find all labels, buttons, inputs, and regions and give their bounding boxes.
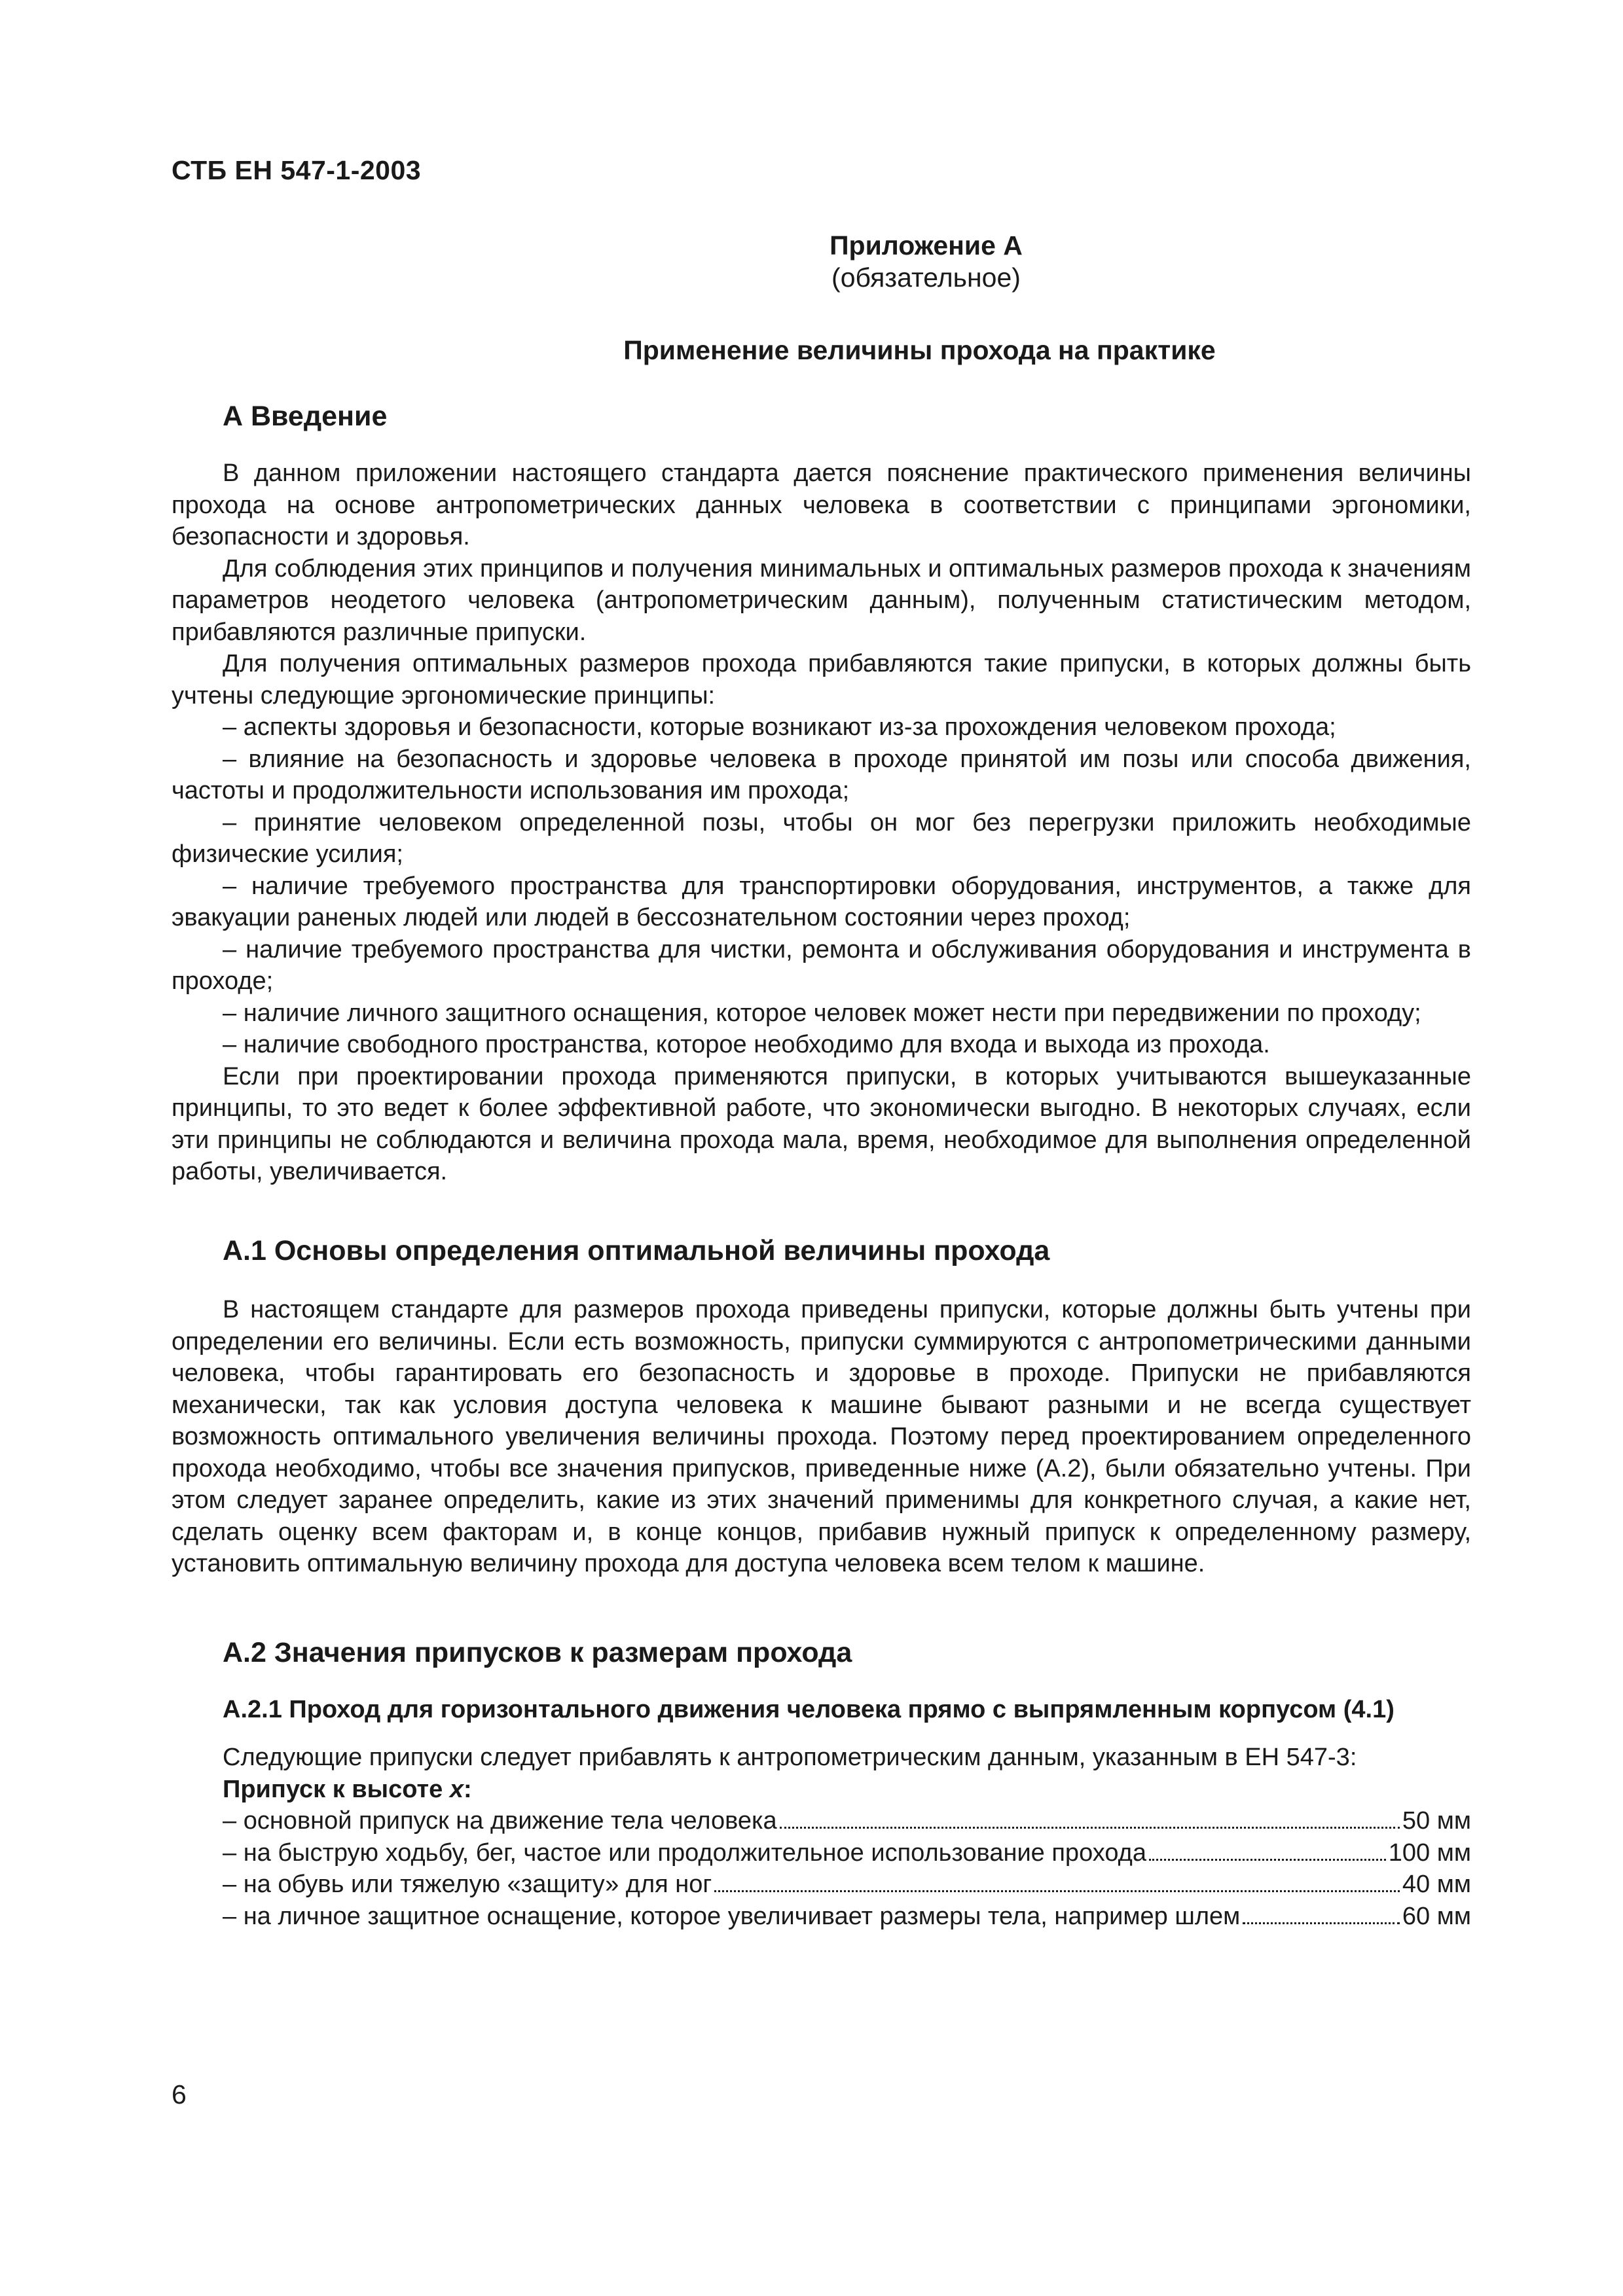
allowance-height-label	[223, 1774, 1471, 1806]
list-item: – наличие требуемого пространства для транспортировки оборудования, инструментов, а также для эвакуации раненых людей или людей в бессознательном состоянии через проход;	[172, 872, 1471, 931]
allowance-label: – на обувь или тяжелую «защиту» для ног	[223, 1871, 712, 1898]
section-a1-body	[172, 1294, 1471, 1580]
section-intro-heading: А Введение	[223, 401, 388, 432]
section-intro-body	[172, 457, 1471, 1188]
dot-leader	[780, 1826, 1400, 1829]
allowance-height-variable: x	[449, 1775, 464, 1803]
list-item: – наличие свободного пространства, которое необходимо для входа и выхода из прохода.	[223, 1031, 1270, 1058]
list-item: – влияние на безопасность и здоровье человека в проходе принятой им позы или способа движения, частоты и продолжительности использования им прохода;	[172, 745, 1471, 804]
subsection-a21-heading: А.2.1 Проход для горизонтального движения человека прямо с выпрямленным корпусом (4.1)	[223, 1696, 1395, 1723]
allowance-row	[223, 1805, 1471, 1837]
allowance-row	[223, 1837, 1471, 1869]
allowance-height-colon: :	[463, 1775, 472, 1803]
paragraph: Для получения оптимальных размеров прохода прибавляются такие припуски, в которых должны быть учтены следующие эргономические принципы:	[172, 650, 1471, 709]
dot-leader	[1243, 1922, 1400, 1924]
allowance-label: – основной припуск на движение тела человека	[223, 1807, 777, 1835]
paragraph: Следующие припуски следует прибавлять к антропометрическим данным, указанным в ЕН 547-3:	[223, 1744, 1357, 1771]
allowance-value: 100 мм	[1388, 1839, 1471, 1867]
list-item: – наличие личного защитного оснащения, которое человек может нести при передвижении по проходу;	[223, 999, 1421, 1027]
allowance-row	[223, 1869, 1471, 1901]
dot-leader	[714, 1890, 1400, 1892]
paragraph: Для соблюдения этих принципов и получения минимальных и оптимальных размеров прохода к значениям параметров неодетого человека (антропометрическим данным), полученным статистическим методом, прибавляются различные припуски.	[172, 554, 1471, 646]
allowance-value: 50 мм	[1402, 1807, 1471, 1835]
allowance-height-text: Припуск к высоте	[223, 1775, 450, 1803]
annex-title-text: Приложение А	[830, 230, 1023, 260]
annex-main-title-text: Применение величины прохода на практике	[623, 335, 1216, 365]
list-item: – наличие требуемого пространства для чистки, ремонта и обслуживания оборудования и инструмента в проходе;	[172, 935, 1471, 995]
page-number: 6	[172, 2079, 187, 2109]
dot-leader	[1149, 1858, 1386, 1861]
allowance-label: – на личное защитное оснащение, которое увеличивает размеры тела, например шлем	[223, 1902, 1241, 1930]
allowance-list	[223, 1805, 1471, 1932]
allowance-value: 60 мм	[1402, 1902, 1471, 1930]
paragraph: В данном приложении настоящего стандарта дается пояснение практического применения величины прохода на основе антропометрических данных человека в соответствии с принципами эргономики, безопасности и здоровья.	[172, 459, 1471, 550]
list-item: – аспекты здоровья и безопасности, которые возникают из-за прохождения человеком прохода;	[223, 713, 1336, 741]
annex-main-title	[0, 335, 1623, 366]
allowance-label: – на быструю ходьбу, бег, частое или продолжительное использование прохода	[223, 1839, 1146, 1867]
section-a1-heading: А.1 Основы определения оптимальной величины прохода	[223, 1235, 1050, 1266]
annex-status	[0, 262, 1623, 293]
allowance-row	[223, 1901, 1471, 1933]
section-a2-heading: А.2 Значения припусков к размерам прохода	[223, 1637, 852, 1668]
document-id: СТБ ЕН 547-1-2003	[172, 155, 422, 185]
list-item: – принятие человеком определенной позы, чтобы он мог без перегрузки приложить необходимые физические усилия;	[172, 808, 1471, 868]
paragraph: В настоящем стандарте для размеров прохода приведены припуски, которые должны быть учтены при определении его величины. Если есть возможность, припуски суммируются с антропометрическими данными человека, чтобы гарантировать его безопасность и здоровье в проходе. Припуски не прибавляются механически, так как условия доступа человека к машине бывают разными и не всегда существует возможность оптимального увеличения величины прохода. Поэтому перед проектированием определенного прохода необходимо, чтобы все значения припусков, приведенные ниже (А.2), были обязательно учтены. При этом следует заранее определить, какие из этих значений применимы для конкретного случая, а какие нет, сделать оценку всем факторам и, в конце концов, прибавив нужный припуск к определенному размеру, установить оптимальную величину прохода для доступа человека всем телом к машине.	[172, 1296, 1471, 1577]
paragraph: Если при проектировании прохода применяются припуски, в которых учитываются вышеуказанные принципы, то это ведет к более эффективной работе, что экономически выгодно. В некоторых случаях, если эти принципы не соблюдаются и величина прохода мала, время, необходимое для выполнения определенной работы, увеличивается.	[172, 1062, 1471, 1185]
allowance-value: 40 мм	[1402, 1871, 1471, 1898]
annex-title	[0, 230, 1623, 261]
subsection-a21-body	[223, 1742, 1471, 1805]
annex-status-text: (обязательное)	[831, 262, 1021, 293]
